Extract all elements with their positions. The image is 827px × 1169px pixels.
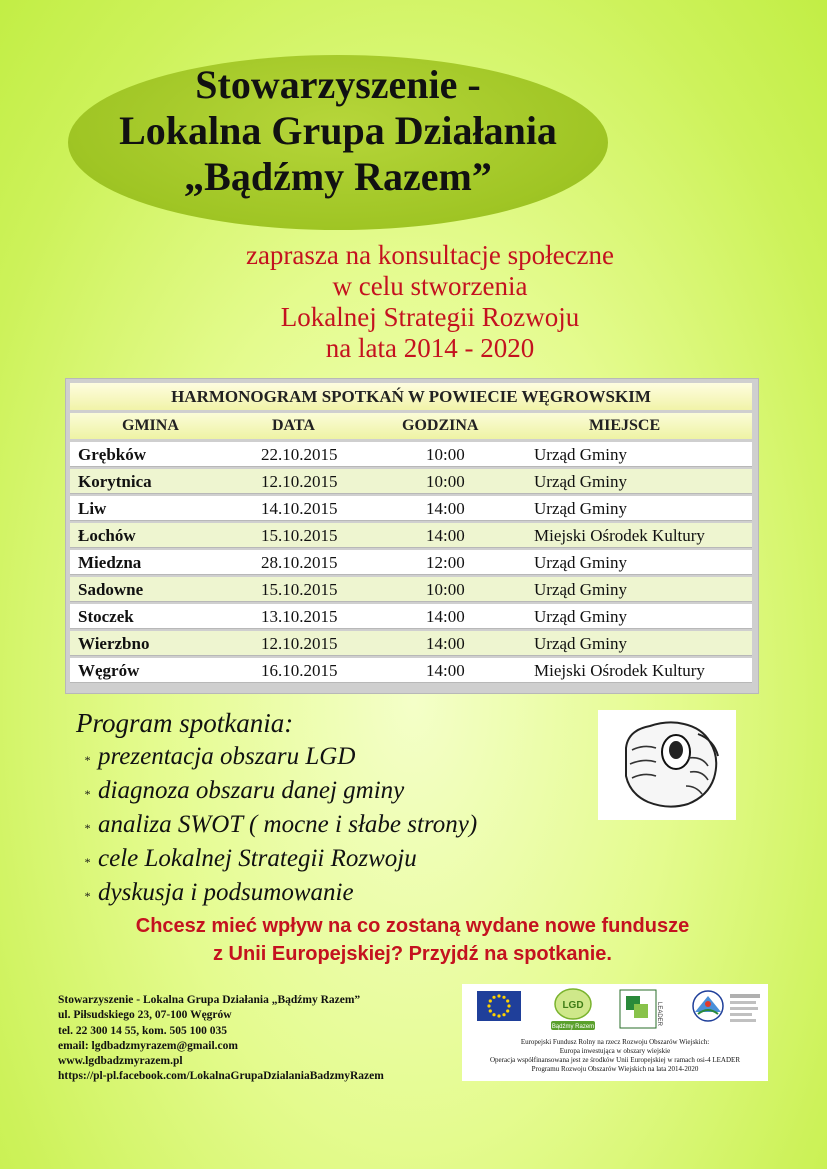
caption-line-4: Programu Rozwoju Obszarów Wiejskich na lata 2014-2020 bbox=[531, 1065, 699, 1073]
cell-data: 16.10.2015 bbox=[261, 661, 338, 680]
caption-line-3: Operacja współfinansowana jest ze środków Unii Europejskiej w ramach osi-4 LEADER bbox=[490, 1056, 740, 1064]
logos-strip bbox=[462, 984, 768, 1038]
funding-logos bbox=[462, 984, 768, 1081]
cell-miejsce: Urząd Gminy bbox=[534, 472, 628, 491]
bullet: * bbox=[84, 787, 90, 801]
lgd-logo-label: Bądźmy Razem bbox=[551, 1024, 595, 1030]
contact-email[interactable]: email: lgdbadzmyrazem@gmail.com bbox=[58, 1039, 238, 1052]
funding-caption bbox=[462, 1038, 768, 1074]
schedule-table-title: HARMONOGRAM SPOTKAŃ W POWIECIE WĘGROWSKIM bbox=[70, 383, 752, 410]
cell-gmina: Węgrów bbox=[78, 661, 140, 680]
schedule-table-header bbox=[70, 413, 752, 439]
cell-gmina: Sadowne bbox=[78, 580, 144, 599]
contact-facebook[interactable]: https://pl-pl.facebook.com/LokalnaGrupaDzialaniaBadzmyRazem bbox=[58, 1070, 384, 1083]
program-item-text: dyskusja i podsumowanie bbox=[98, 879, 354, 906]
bullet: * bbox=[84, 821, 90, 835]
cta-line-1: Chcesz mieć wpływ na co zostaną wydane nowe fundusze bbox=[135, 915, 690, 937]
contact-address: ul. Piłsudskiego 23, 07-100 Węgrów bbox=[58, 1009, 232, 1022]
cell-gmina: Stoczek bbox=[78, 607, 134, 626]
cell-gmina: Liw bbox=[78, 499, 107, 518]
list-item bbox=[84, 808, 477, 842]
program-title: Program spotkania: bbox=[76, 708, 294, 738]
invite-line-3: Lokalnej Strategii Rozwoju bbox=[280, 302, 580, 332]
prow-logo-icon bbox=[693, 991, 723, 1021]
cell-miejsce: Urząd Gminy bbox=[534, 634, 628, 653]
organization-title bbox=[68, 62, 608, 200]
cell-gmina: Grębków bbox=[78, 445, 146, 464]
program-item-text: analiza SWOT ( mocne i słabe strony) bbox=[98, 811, 478, 838]
table-row bbox=[70, 577, 752, 602]
table-row bbox=[70, 604, 752, 629]
cell-miejsce: Urząd Gminy bbox=[534, 553, 628, 572]
cell-godzina: 14:00 bbox=[426, 661, 465, 680]
cell-godzina: 14:00 bbox=[426, 499, 465, 518]
cell-miejsce: Urząd Gminy bbox=[534, 445, 628, 464]
cell-godzina: 10:00 bbox=[426, 472, 465, 491]
program-item-text: diagnoza obszaru danej gminy bbox=[98, 777, 405, 804]
call-to-action bbox=[60, 912, 765, 968]
header-gmina: GMINA bbox=[122, 417, 179, 434]
cell-gmina: Wierzbno bbox=[78, 634, 150, 653]
pointing-hand-icon bbox=[598, 710, 736, 820]
prow-text-icon bbox=[730, 994, 760, 1022]
contact-website[interactable]: www.lgdbadzmyrazem.pl bbox=[58, 1055, 183, 1068]
cell-data: 13.10.2015 bbox=[261, 607, 338, 626]
list-item bbox=[84, 740, 477, 774]
cell-godzina: 10:00 bbox=[426, 445, 465, 464]
cell-miejsce: Miejski Ośrodek Kultury bbox=[534, 661, 705, 680]
cell-data: 12.10.2015 bbox=[261, 472, 338, 491]
cell-godzina: 12:00 bbox=[426, 553, 465, 572]
cell-miejsce: Urząd Gminy bbox=[534, 607, 628, 626]
table-row bbox=[70, 442, 752, 467]
leader-logo-label: LEADER bbox=[656, 1001, 662, 1027]
cell-gmina: Miedzna bbox=[78, 553, 142, 572]
invitation-text bbox=[150, 240, 710, 364]
lgd-logo-icon bbox=[551, 989, 595, 1030]
caption-line-2: Europa inwestująca w obszary wiejskie bbox=[559, 1047, 671, 1055]
svg-text:LGD: LGD bbox=[562, 1000, 584, 1011]
table-row bbox=[70, 631, 752, 656]
cell-miejsce: Urząd Gminy bbox=[534, 499, 628, 518]
cell-godzina: 14:00 bbox=[426, 526, 465, 545]
cell-gmina: Łochów bbox=[78, 526, 136, 545]
header-miejsce: MIEJSCE bbox=[589, 417, 661, 434]
bullet: * bbox=[84, 753, 90, 767]
list-item bbox=[84, 876, 477, 910]
table-row bbox=[70, 523, 752, 548]
title-line-1: Stowarzyszenie - bbox=[195, 62, 481, 107]
eu-flag-icon bbox=[477, 991, 521, 1021]
contact-name: Stowarzyszenie - Lokalna Grupa Działania „Bądźmy Razem” bbox=[58, 994, 361, 1006]
pointing-hand-illustration bbox=[598, 710, 736, 820]
cell-data: 14.10.2015 bbox=[261, 499, 338, 518]
cell-data: 28.10.2015 bbox=[261, 553, 338, 572]
cta-line-2: z Unii Europejskiej? Przyjdź na spotkanie. bbox=[213, 943, 612, 965]
schedule-table bbox=[65, 378, 759, 694]
bullet: * bbox=[84, 855, 90, 869]
list-item bbox=[84, 842, 477, 876]
table-row bbox=[70, 469, 752, 494]
header-godzina: GODZINA bbox=[402, 417, 479, 434]
leader-logo-icon bbox=[620, 990, 662, 1028]
header-data: DATA bbox=[272, 417, 315, 434]
title-line-3: „Bądźmy Razem” bbox=[184, 154, 492, 199]
list-item bbox=[84, 774, 477, 808]
cell-godzina: 10:00 bbox=[426, 580, 465, 599]
cell-miejsce: Miejski Ośrodek Kultury bbox=[534, 526, 705, 545]
contact-phone: tel. 22 300 14 55, kom. 505 100 035 bbox=[58, 1024, 227, 1037]
cell-data: 15.10.2015 bbox=[261, 526, 338, 545]
cell-gmina: Korytnica bbox=[78, 472, 152, 491]
cell-miejsce: Urząd Gminy bbox=[534, 580, 628, 599]
cell-godzina: 14:00 bbox=[426, 634, 465, 653]
cell-data: 22.10.2015 bbox=[261, 445, 338, 464]
table-row bbox=[70, 658, 752, 683]
title-line-2: Lokalna Grupa Działania bbox=[119, 108, 557, 153]
program-item-text: prezentacja obszaru LGD bbox=[98, 743, 356, 770]
cell-data: 12.10.2015 bbox=[261, 634, 338, 653]
table-row bbox=[70, 550, 752, 575]
cell-godzina: 14:00 bbox=[426, 607, 465, 626]
invite-line-4: na lata 2014 - 2020 bbox=[325, 333, 535, 363]
invite-line-1: zaprasza na konsultacje społeczne bbox=[245, 240, 615, 270]
bullet: * bbox=[84, 889, 90, 903]
program-list bbox=[84, 740, 477, 910]
program-item-text: cele Lokalnej Strategii Rozwoju bbox=[98, 845, 417, 872]
caption-line-1: Europejski Fundusz Rolny na rzecz Rozwoju Obszarów Wiejskich: bbox=[520, 1038, 710, 1046]
cell-data: 15.10.2015 bbox=[261, 580, 338, 599]
contact-info bbox=[58, 993, 384, 1085]
table-row bbox=[70, 496, 752, 521]
invite-line-2: w celu stworzenia bbox=[332, 271, 528, 301]
